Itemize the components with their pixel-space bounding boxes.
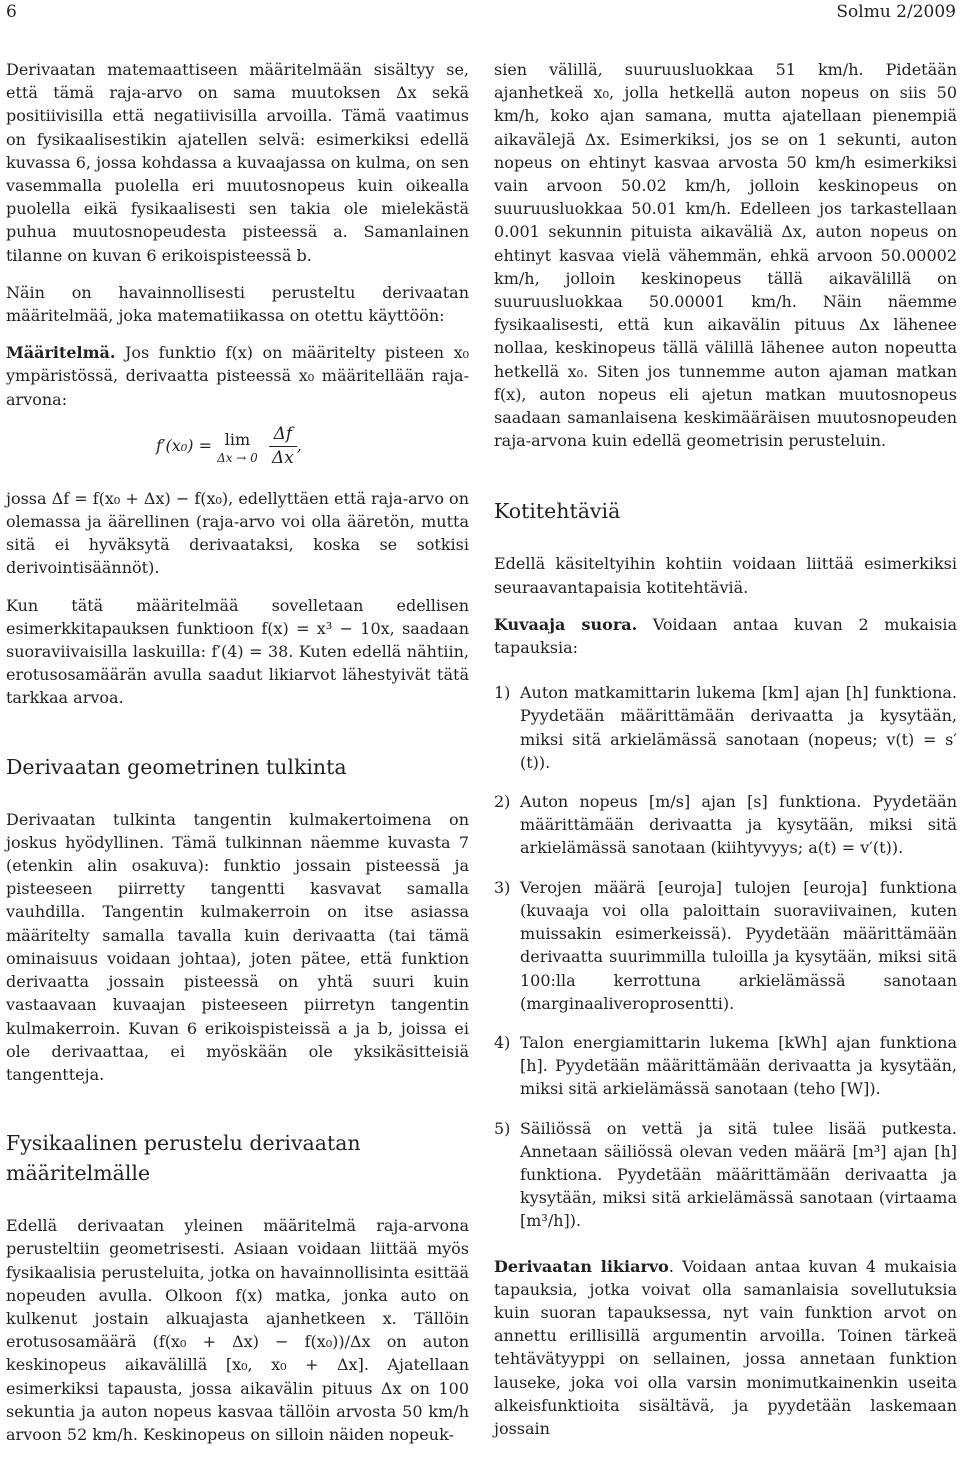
paragraph: Edellä käsiteltyihin kohtiin voidaan liittää esimerkiksi seuraavantapaisia kotitehtäviä. [494, 554, 957, 597]
item-number: 5) [494, 1118, 511, 1138]
formula-lhs: f′(x₀) = [156, 436, 212, 456]
list-item [494, 1117, 957, 1233]
run-in-text: . Voidaan antaa kuvan 4 mukaisia tapauksia, jotka voivat olla samanlaisia sovellutuksia kuin suoran tapauksessa, nyt vain funktion arvot on annettu erillisillä argumentin arvoilla. Toinen tärkeä tehtävätyyppi on sellainen, jossa annetaan funktion lauseke, joka voi olla varsin monimutkainenkin useita alkeisfunktioita sisältävä, ja pyydetään laskemaan jossain [494, 1256, 957, 1438]
definition [6, 341, 469, 411]
item-number: 3) [494, 877, 511, 897]
definition-label: Määritelmä. [6, 343, 116, 363]
paragraph: Kun tätä määritelmää sovelletaan edellisen esimerkkitapauksen funktioon f(x) = x³ − 10x, saadaan suoraviivaisilla laskuilla: f′(4) = 38. Kuten edellä nähtiin, erotusosamäärän avulla saadut likiarvot lähestyivät tätä tarkkaa arvoa. [6, 595, 469, 708]
page-number: 6 [6, 2, 17, 22]
paragraph [494, 613, 957, 659]
run-in-text: Voidaan antaa kuvan 2 mukaisia tapauksia: [494, 614, 957, 658]
item-text: Verojen määrä [euroja] tulojen [euroja] funktiona (kuvaaja voi olla paloittain suoraviivainen, kuten muissakin esimerkeissä). Pyydetään määrittämään derivaatta suurimmilla tuloilla ja kysytään, miksi sitä 100:lla kerrottuna arkielämässä sanotaan (marginaaliveroprosentti). [520, 877, 957, 1013]
journal-issue: Solmu 2/2009 [836, 2, 956, 22]
paragraph: sien välillä, suuruusluokkaa 51 km/h. Pidetään ajanhetkeä x₀, jolla hetkellä auton nopeus on siis 50 km/h, koko ajan samana, mutta ajatellaan pienempiä aikavälejä Δx. Esimerkiksi, jos se on 1 sekunti, auton nopeus on ehtinyt kasvaa arvosta 50 km/h esimerkiksi vain arvoon 50.02 km/h, jolloin keskinopeus on suuruusluokkaa 50.01 km/h. Edelleen jos tarkastellaan 0.001 sekunnin pituista aikaväliä Δx, auton nopeus on ehtinyt kasvaa vielä vähemmän, ehkä arvoon 50.00002 km/h, jolloin keskinopeus tällä aikavälillä on suuruusluokkaa 50.00001 km/h. Näin näemme fysikaalisesti, että kun aikavälin pituus Δx lähenee nollaa, keskinopeus tällä välillä lähenee auton nopeutta hetkellä x₀. Siten jos tunnemme auton ajaman matkan f(x), auton nopeus eli ajetun matkan muutosnopeus saadaan samanlaisena keskimääräisen muutosnopeuden raja-arvona kuin edellä geometrisin perusteluin. [494, 60, 957, 451]
item-text: Auton nopeus [m/s] ajan [s] funktiona. Pyydetään määrittämään derivaatta ja kysytään, miksi sitä arkielämässä sanotaan (kiihtyvyys; a(t) = v′(t)). [520, 792, 957, 858]
paragraph: Derivaatan tulkinta tangentin kulmakertoimena on joskus hyödyllinen. Tämä tulkinnan näemme kuvasta 7 (etenkin alin osakuva): funktio jossain pisteessä ja pisteeseen piirretty tangentti kasvavat samalla vauhdilla. Tangentin kulmakerroin on itse asiassa määritelty samalla tavalla kuin derivaatta (tai tämä ominaisuus voidaan johtaa), joten pätee, että funktion derivaatta jossain pisteessä on yhtä suuri kuin vastaavaan kuvaajan pisteeseen piirretyn tangentin kulmakerroin. Kuvan 6 erikoispisteissä a ja b, joissa ei ole derivaattaa, ei myöskään ole yksikäsitteisiä tangentteja. [6, 809, 469, 1084]
right-column [494, 58, 957, 1454]
formula-fraction [269, 423, 297, 470]
fraction-denominator: Δx [271, 448, 294, 469]
item-number: 1) [494, 683, 511, 703]
paragraph: Edellä derivaatan yleinen määritelmä raja-arvona perusteltiin geometrisesti. Asiaan voidaan liittää myös fysikaalisia perusteluita, jotka on havainnollisinta esittää nopeuden avulla. Olkoon f(x) matka, jonka auto on kulkenut jostain alkuajasta ajanhetkeen x. Tällöin erotusosamäärä (f(x₀ + Δx) − f(x₀))/Δx on auton keskinopeus aikavälillä [x₀, x₀ + Δx]. Ajatellaan esimerkiksi tapausta, jossa aikavälin pituus Δx on 100 sekuntia ja auton nopeus kasvaa tällöin arvosta 50 km/h arvoon 52 km/h. Keskinopeus on silloin näiden nopeuk- [6, 1216, 469, 1444]
paragraph: Derivaatan matemaattiseen määritelmään sisältyy se, että tämä raja-arvo on sama muutoksen Δx sekä positiivisilla että negatiivisilla arvoilla. Tämä vaatimus on fysikaalisestikin ajatellen selvä: esimerkiksi edellä kuvassa 6, jossa kohdassa a kuvaajassa on kulma, on sen vasemmalla puolella eri muutosnopeus kuin oikealla puolella eikä fysikaalisesti sen takia ole mielekästä puhua muutosnopeudesta pisteessä a. Samanlainen tilanne on kuvan 6 erikoispisteessä b. [6, 60, 469, 265]
paragraph [494, 1255, 957, 1441]
definition-text: Jos funktio f(x) on määritelty pisteen x₀ ympäristössä, derivaatta pisteessä x₀ määritellään raja-arvona: [6, 343, 469, 409]
section-heading: Kotitehtäviä [494, 499, 621, 524]
item-number: 2) [494, 792, 511, 812]
list-item [494, 1031, 957, 1101]
left-column [6, 58, 469, 1460]
paragraph: Näin on havainnollisesti perusteltu derivaatan määritelmää, joka matematiikassa on otettu käyttöön: [6, 282, 469, 326]
fraction-numerator: Δf [269, 423, 297, 447]
run-in-heading: Kuvaaja suora. [494, 614, 638, 634]
paragraph: jossa Δf = f(x₀ + Δx) − f(x₀), edellyttäen että raja-arvo on olemassa ja äärellinen (raja-arvo voi olla ääretön, mutta sitä ei hyväksytä derivaataksi, koska se sotkisi derivointisäännöt). [6, 488, 469, 578]
list-item [494, 876, 957, 1015]
formula-tail: , [296, 436, 302, 456]
item-text: Säiliössä on vettä ja sitä tulee lisää putkesta. Annetaan säiliössä olevan veden määrä [m³] ajan [h] funktiona. Pyydetään määrittämään derivaatta ja kysytään, miksi sitä arkielämässä sanotaan (virtaama [m³/h]). [520, 1118, 957, 1231]
formula-lim [217, 428, 258, 464]
item-text: Auton matkamittarin lukema [km] ajan [h] funktiona. Pyydetään määrittämään derivaatta ja kysytään, miksi sitä arkielämässä sanotaan (nopeus; v(t) = s′(t)). [520, 683, 957, 772]
derivative-formula [6, 417, 469, 477]
task-list [494, 681, 957, 1232]
list-item [494, 790, 957, 860]
item-text: Talon energiamittarin lukema [kWh] ajan funktiona [h]. Pyydetään määrittämään derivaatta ja kysytään, miksi sitä arkielämässä sanotaan (teho [W]). [520, 1032, 957, 1099]
lim-subscript: Δx → 0 [217, 450, 258, 465]
run-in-heading: Derivaatan likiarvo [494, 1256, 669, 1276]
section-heading: Derivaatan geometrinen tulkinta [6, 754, 347, 779]
item-number: 4) [494, 1032, 511, 1052]
lim-text: lim [224, 430, 251, 450]
section-heading: Fysikaalinen perustelu derivaatan määritelmälle [6, 1131, 361, 1186]
list-item [494, 681, 957, 774]
